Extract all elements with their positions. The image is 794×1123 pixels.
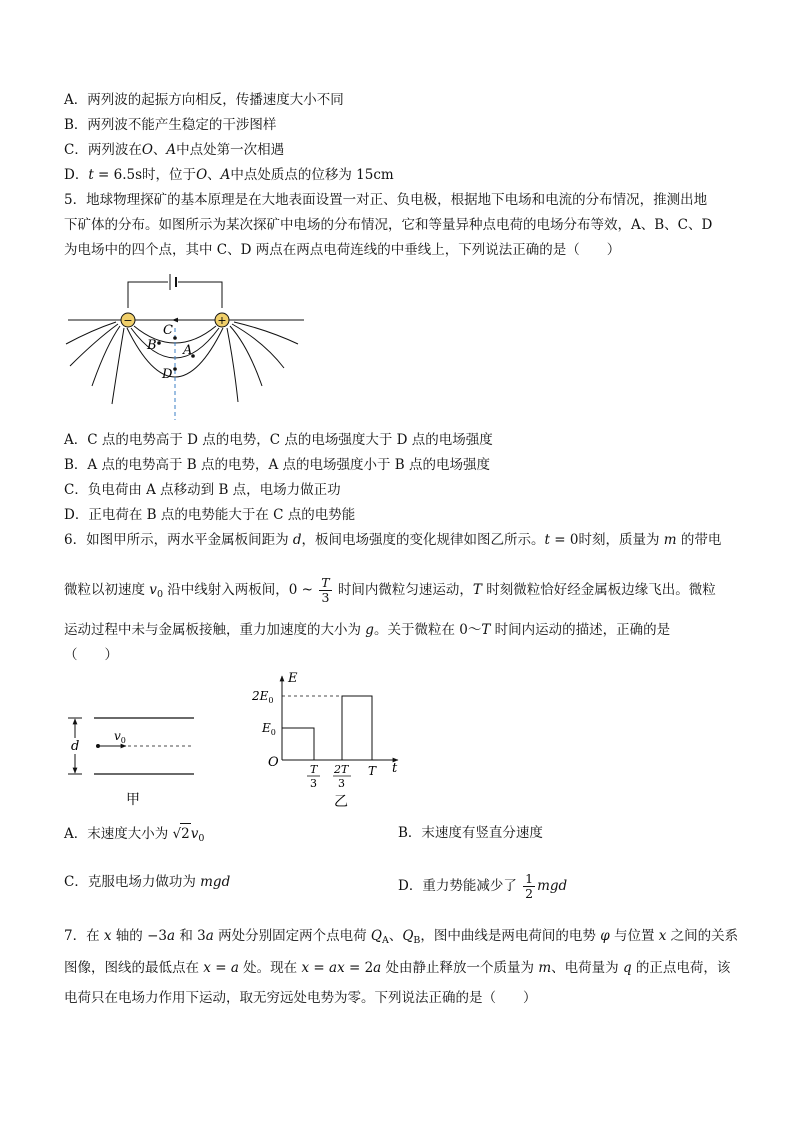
negative-charge-sign: − [123,314,133,327]
q7-stem-line-2: 图像，图线的最低点在 x = a 处。现在 x = ax = 2a 处由静止释放一个质量为 m、电荷量为 q 的正点电荷，该 [64,960,731,976]
tick-t3-den: 3 [310,777,317,790]
figure-jia-caption: 甲 [126,792,140,808]
tick-2t3-den: 3 [338,777,345,790]
field-line [227,328,238,402]
particle [96,744,100,748]
q6-stem-line-3: 运动过程中未与金属板接触，重力加速度的大小为 g。关于微粒在 0～T 时间内运动的描述，正确的是 [64,622,671,638]
figure-yi-caption: 乙 [334,794,348,810]
q6-option-a: A．末速度大小为 $√2v_0$ [64,823,204,849]
q7-stem-line-1: 7．在 x 轴的 −3a 和 3a 两处分别固定两个点电荷 $Q_A$、$Q_B$，图中曲线是两电荷间的电势 φ 与位置 x 之间的关系 [64,928,739,946]
q6-stem-line-2: 微粒以初速度 $v_0$ 沿中线射入两板间，0 ~ $\frac{T}{3}$ 时间内微粒匀速运动，T 时刻微粒恰好经金属板边缘飞出。微粒 [64,575,716,605]
point-b [157,341,161,345]
e0-label: $E_0$ [262,721,276,737]
2e0-label: $2E_0$ [252,689,274,705]
d-label: d [71,739,80,754]
label-a: A [183,343,193,358]
q6-stem-line-4: （ ） [64,647,118,663]
q5-stem-line-1: 5．地球物理探矿的基本原理是在大地表面设置一对正、负电极，根据地下电场和电流的分布情况，推测出地 [64,192,708,208]
q5-option-d: D．正电荷在 B 点的电势能大于在 C 点的电势能 [64,507,356,523]
e-segment-3 [342,696,372,760]
origin-label: O [268,755,279,770]
q5-option-c: C．负电荷由 A 点移动到 B 点，电场力做正功 [64,482,341,498]
label-c: C [163,323,173,338]
field-line [112,328,124,404]
label-d: D [162,367,173,382]
q6-stem-line-1: 6．如图甲所示，两水平金属板间距为 d，板间电场强度的变化规律如图乙所示。t = 0时刻，质量为 m 的带电 [64,532,722,548]
field-line [234,322,298,344]
field-line [66,322,116,344]
v0-label: $v_0$ [114,729,126,745]
q5-stem-line-2: 下矿体的分布。如图所示为某次探矿中电场的分布情况，它和等量异种点电荷的电场分布等效，A、B、C、D [64,217,713,233]
q7-stem-line-3: 电荷只在电场力作用下运动，取无穷远处电势为零。下列说法正确的是（ ） [64,990,537,1006]
q6-figure-jia [62,706,202,810]
q5-stem-line-3: 为电场中的四个点，其中 C、D 两点在两点电荷连线的中垂线上，下列说法正确的是（ ） [64,242,621,258]
q6-figure-yi [250,668,410,810]
tick-2t3-num: 2T [334,763,349,776]
q6-option-c: C．克服电场力做功为 mgd [64,874,231,890]
q4-option-a: A．两列波的起振方向相反，传播速度大小不同 [64,92,344,108]
point-c [173,336,177,340]
e-axis-label: E [288,671,298,686]
tick-t: T [368,764,377,778]
q6-option-d: D．重力势能减少了 $\frac{1}{2}$ mgd [398,871,568,901]
field-line [232,324,284,368]
fraction-one-half: $\frac{1}{2}$ [525,871,534,901]
e-segment-1 [282,728,314,760]
q5-option-a: A．C 点的电势高于 D 点的电势，C 点的电场强度大于 D 点的电场强度 [64,432,493,448]
q4-option-d: D．t = 6.5s时，位于O、A中点处质点的位移为 15cm [64,167,394,183]
t-axis-label: t [392,761,398,776]
q6-option-b: B．末速度有竖直分速度 [398,825,543,841]
q4-option-b: B．两列波不能产生稳定的干涉图样 [64,117,277,133]
positive-charge-sign: + [217,314,227,327]
tick-t3-num: T [310,763,318,776]
q5-field-figure [62,268,310,428]
label-b: B [147,338,157,353]
q5-option-b: B．A 点的电势高于 B 点的电势，A 点的电场强度小于 B 点的电场强度 [64,457,491,473]
q4-option-c: C．两列波在O、A中点处第一次相遇 [64,142,285,158]
point-d [173,367,177,371]
fraction-t-over-3: $\frac{T}{3}$ [321,575,330,605]
